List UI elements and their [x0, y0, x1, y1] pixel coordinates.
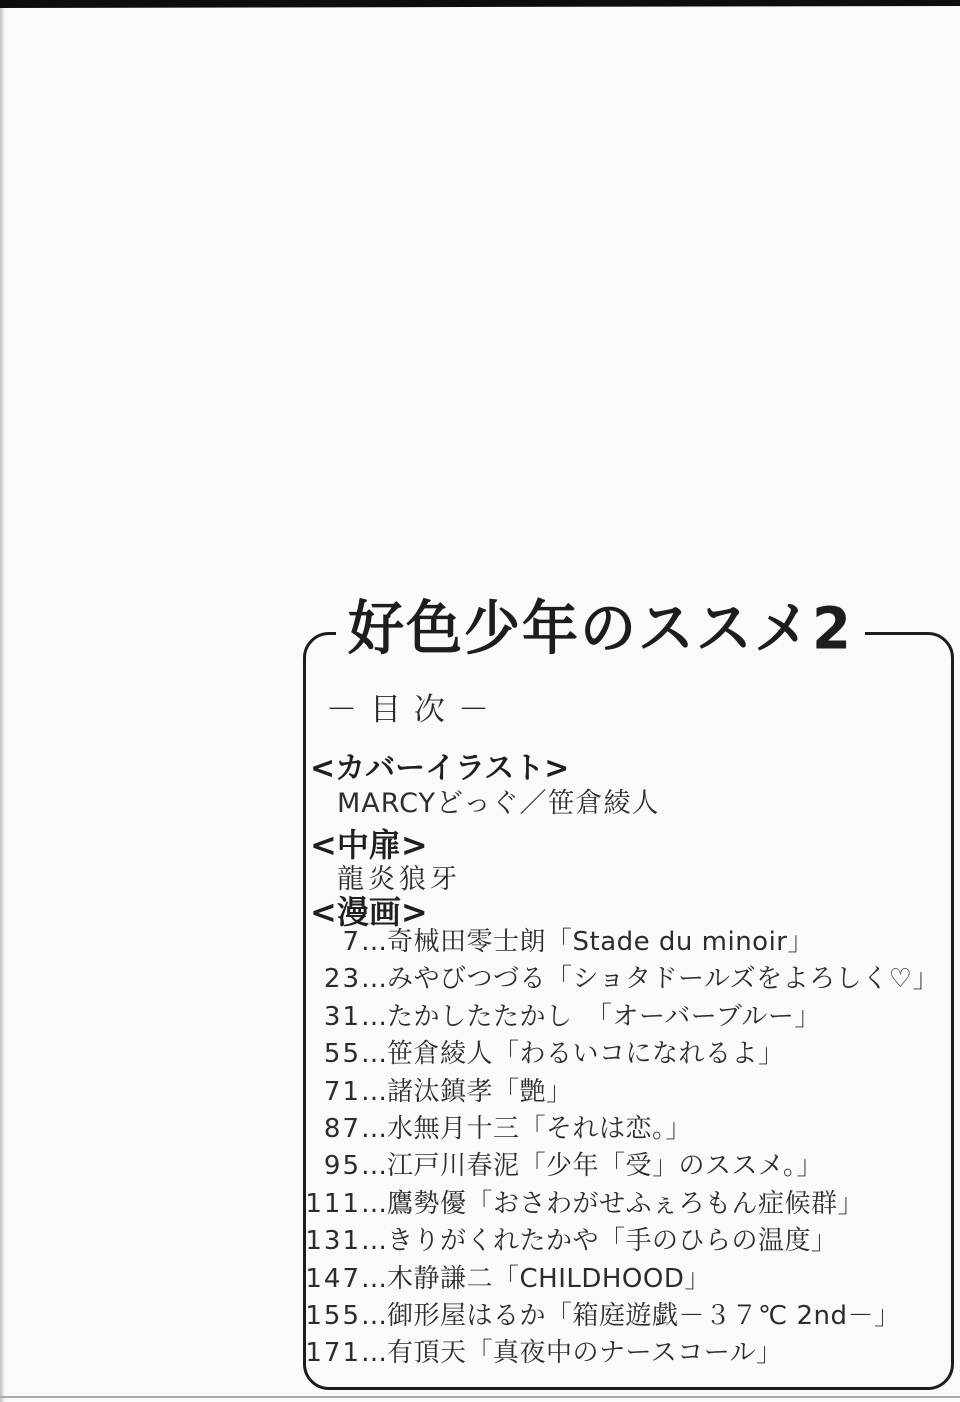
toc-entry	[304, 1148, 944, 1185]
toc-entry-page-number: 155	[305, 1300, 361, 1331]
toc-list	[304, 924, 944, 1373]
toc-entry-dots: …	[361, 1226, 387, 1257]
toc-entry	[304, 961, 944, 998]
toc-entry-dots: …	[361, 1076, 387, 1107]
toc-entry	[304, 1261, 944, 1298]
toc-entry	[304, 1223, 944, 1260]
book-title: 好色少年のススメ2	[336, 599, 865, 661]
toc-entry	[304, 1186, 944, 1223]
scan-edge-left	[0, 8, 5, 1402]
toc-entry	[304, 1036, 944, 1073]
toc-entry-label: 木静謙二「CHILDHOOD」	[387, 1263, 711, 1294]
scan-edge-bottom	[0, 1396, 960, 1398]
toc-entry-label: 笹倉綾人「わるいコになれるよ」	[387, 1039, 785, 1070]
scan-edge-top	[0, 0, 960, 8]
toc-entry-dots: …	[361, 1151, 387, 1182]
toc-entry-page-number: 55	[323, 1039, 361, 1070]
toc-entry-dots: …	[361, 1039, 387, 1070]
toc-entry-page-number: 87	[323, 1113, 361, 1144]
toc-entry-label: 奇械田零士朗「Stade du minoir」	[387, 927, 814, 957]
toc-entry-page-number: 171	[305, 1338, 361, 1369]
toc-entry-dots: …	[361, 1113, 387, 1144]
toc-entry-dots: …	[361, 964, 387, 995]
section-heading-inner-title-page: <中扉>	[310, 826, 428, 864]
toc-subtitle: －目次－	[326, 692, 502, 728]
toc-entry	[304, 924, 944, 961]
toc-entry-label: たかしたたかし 「オーバーブルー」	[387, 1001, 821, 1032]
toc-entry	[304, 1335, 944, 1372]
toc-entry-label: 有頂天「真夜中のナースコール」	[387, 1338, 783, 1369]
toc-entry-label: 御形屋はるか「箱庭遊戯－３７℃ 2nd－」	[387, 1300, 901, 1331]
toc-entry	[304, 999, 944, 1036]
toc-entry-page-number: 71	[323, 1076, 361, 1107]
toc-entry-page-number: 95	[323, 1151, 361, 1182]
toc-entry-label: 江戸川春泥「少年「受」のススメ。」	[387, 1151, 823, 1182]
toc-entry-label: 水無月十三「それは恋。」	[387, 1113, 693, 1144]
toc-entry-dots: …	[361, 1263, 387, 1294]
toc-entry-dots: …	[361, 1188, 387, 1219]
toc-entry	[304, 1074, 944, 1111]
toc-entry-label: みやびつづる「ショタドールズをよろしく♡」	[387, 964, 939, 995]
toc-entry-dots: …	[361, 1338, 387, 1369]
toc-entry	[304, 1298, 944, 1335]
section-heading-cover-illustration: <カバーイラスト>	[310, 751, 570, 786]
cover-illustration-credit: MARCYどっぐ／笹倉綾人	[337, 788, 660, 819]
toc-entry-page-number: 23	[323, 964, 361, 995]
toc-entry-page-number: 131	[305, 1226, 361, 1257]
toc-entry-page-number: 111	[305, 1188, 361, 1219]
toc-entry-dots: …	[361, 1001, 387, 1032]
toc-entry-page-number: 147	[305, 1263, 361, 1294]
toc-entry-label: 鷹勢優「おさわがせふぇろもん症候群」	[387, 1188, 865, 1219]
toc-entry	[304, 1111, 944, 1148]
toc-entry-page-number: 7	[342, 927, 361, 957]
toc-entry-dots: …	[361, 1300, 387, 1331]
toc-entry-page-number: 31	[323, 1001, 361, 1032]
toc-entry-label: きりがくれたかや「手のひらの温度」	[387, 1226, 838, 1257]
toc-entry-dots: …	[361, 927, 387, 957]
toc-entry-label: 諸汰鎮孝「艶」	[387, 1076, 573, 1107]
inner-title-page-credit: 龍炎狼牙	[337, 864, 461, 895]
section-heading-manga: <漫画>	[310, 893, 428, 931]
